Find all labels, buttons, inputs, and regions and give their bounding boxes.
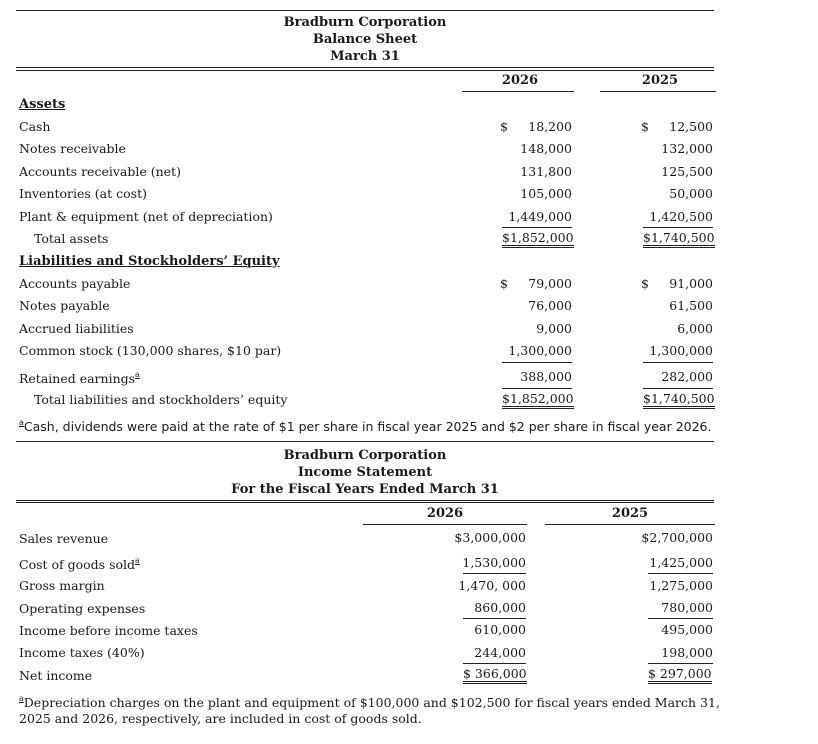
row-label-net: Net income: [19, 668, 93, 683]
notes-payable-2025: 61,500: [669, 298, 713, 313]
row-label-ibt: Income before income taxes: [19, 623, 198, 638]
is-top-rule: [16, 441, 714, 442]
notes-receivable-2025: 132,000: [661, 141, 713, 156]
total-assets-2025: $1,740,500: [643, 231, 715, 248]
accounts-payable-2025: 91,000: [669, 276, 713, 291]
taxes-2025: 198,000: [661, 645, 713, 660]
row-label-accrued: Accrued liabilities: [19, 321, 134, 336]
bs-col-2026: 2026: [501, 73, 539, 88]
inventories-2026: 105,000: [520, 186, 572, 201]
accrued-2025: 6,000: [677, 321, 713, 336]
common-stock-2026: 1,300,000: [508, 343, 572, 358]
row-label-plant-equipment: Plant & equipment (net of depreciation): [19, 209, 273, 224]
cogs-rule-2025: [648, 573, 713, 574]
row-label-common-stock: Common stock (130,000 shares, $10 par): [19, 343, 282, 358]
row-label-cogs: [19, 556, 140, 572]
footnote-marker: a: [135, 556, 140, 565]
total-liabilities-2025: $1,740,500: [643, 392, 715, 409]
row-label-cash: Cash: [19, 119, 51, 134]
opex-2026: 860,000: [474, 600, 526, 615]
cogs-2026: 1,530,000: [462, 555, 526, 570]
bs-col-2026-rule: [462, 91, 574, 92]
footnote-marker: a: [135, 370, 140, 379]
accounts-receivable-2025: 125,500: [661, 164, 713, 179]
plant-equipment-2025: 1,420,500: [649, 209, 713, 224]
sales-2026: $3,000,000: [454, 530, 526, 545]
assets-heading: Assets: [19, 97, 66, 112]
bs-col-2025-rule: [600, 91, 716, 92]
opex-2025: 780,000: [661, 600, 713, 615]
retained-2025: 282,000: [661, 369, 713, 384]
footnote-marker: a: [19, 694, 24, 703]
row-label-accounts-payable: Accounts payable: [19, 276, 131, 291]
plant-equipment-2026: 1,449,000: [508, 209, 572, 224]
gross-2026: 1,470, 000: [458, 578, 526, 593]
opex-rule-2025: [648, 618, 713, 619]
net-2026: $ 366,000: [463, 667, 527, 684]
dollar-sign: $: [500, 276, 508, 291]
cash-2025: 12,500: [669, 119, 713, 134]
bs-col-2025: 2025: [641, 73, 679, 88]
is-period: For the Fiscal Years Ended March 31: [231, 482, 499, 497]
dollar-sign: $: [641, 276, 649, 291]
is-col-2025: 2025: [611, 506, 649, 521]
is-col-2026: 2026: [426, 506, 464, 521]
retained-2026: 388,000: [520, 369, 572, 384]
taxes-rule-2025: [648, 663, 713, 664]
accounts-payable-2026: 79,000: [528, 276, 572, 291]
subtotal-rule-2026: [502, 227, 572, 228]
cash-2026: 18,200: [528, 119, 572, 134]
opex-rule-2026: [463, 618, 526, 619]
accrued-2026: 9,000: [536, 321, 572, 336]
total-assets-2026: $1,852,000: [502, 231, 574, 248]
subtotal-rule-2025: [643, 227, 713, 228]
ibt-2025: 495,000: [661, 622, 713, 637]
is-col-2026-rule: [363, 524, 527, 525]
common-stock-2025: 1,300,000: [649, 343, 713, 358]
row-label-taxes: Income taxes (40%): [19, 645, 145, 660]
liabilities-heading: Liabilities and Stockholders’ Equity: [19, 254, 280, 269]
bs-company: Bradburn Corporation: [283, 15, 447, 30]
retained-label: Retained earnings: [19, 371, 136, 386]
is-header-rule-1: [16, 500, 714, 501]
is-col-2025-rule: [545, 524, 715, 525]
bs-date: March 31: [330, 49, 400, 64]
is-company: Bradburn Corporation: [283, 448, 447, 463]
notes-receivable-2026: 148,000: [520, 141, 572, 156]
is-footnote-text-1: Depreciation charges on the plant and equipment of $100,000 and $102,500 for fiscal years ended March 31,: [23, 695, 720, 710]
retained-rule-2025: [643, 388, 713, 389]
row-label-sales: Sales revenue: [19, 531, 109, 546]
retained-rule-2026: [502, 388, 572, 389]
cogs-label: Cost of goods sold: [19, 557, 136, 572]
ibt-2026: 610,000: [474, 622, 526, 637]
row-label-accounts-receivable: Accounts receivable (net): [19, 164, 181, 179]
bs-footnote-text: Cash, dividends were paid at the rate of $1 per share in fiscal year 2025 and $2 per share in fiscal year 2026.: [23, 419, 712, 434]
dollar-sign: $: [500, 119, 508, 134]
top-rule: [16, 10, 714, 11]
row-label-notes-payable: Notes payable: [19, 298, 110, 313]
is-header-rule-2: [16, 502, 714, 503]
row-label-opex: Operating expenses: [19, 601, 146, 616]
gross-2025: 1,275,000: [649, 578, 713, 593]
row-label-notes-receivable: Notes receivable: [19, 141, 126, 156]
row-label-inventories: Inventories (at cost): [19, 186, 147, 201]
taxes-2026: 244,000: [474, 645, 526, 660]
taxes-rule-2026: [463, 663, 526, 664]
bs-title: Balance Sheet: [312, 32, 418, 47]
notes-payable-2026: 76,000: [528, 298, 572, 313]
cogs-rule-2026: [463, 573, 526, 574]
row-label-total-assets: Total assets: [34, 231, 109, 246]
inventories-2025: 50,000: [669, 186, 713, 201]
common-stock-rule-2026: [502, 362, 572, 363]
cogs-2025: 1,425,000: [649, 555, 713, 570]
header-rule-2: [16, 70, 714, 71]
is-title: Income Statement: [297, 465, 433, 480]
row-label-retained: [19, 370, 140, 386]
total-liabilities-2026: $1,852,000: [502, 392, 574, 409]
footnote-marker: a: [19, 418, 24, 427]
bs-footnote: [19, 418, 711, 434]
is-footnote-line2: 2025 and 2026, respectively, are included in cost of goods sold.: [19, 711, 422, 726]
row-label-gross: Gross margin: [19, 578, 105, 593]
row-label-total-liabilities: Total liabilities and stockholders’ equity: [34, 392, 288, 407]
accounts-receivable-2026: 131,800: [520, 164, 572, 179]
sales-2025: $2,700,000: [641, 530, 713, 545]
is-footnote-line1: [19, 694, 720, 710]
common-stock-rule-2025: [643, 362, 713, 363]
net-2025: $ 297,000: [648, 667, 712, 684]
dollar-sign: $: [641, 119, 649, 134]
header-rule-1: [16, 67, 714, 68]
